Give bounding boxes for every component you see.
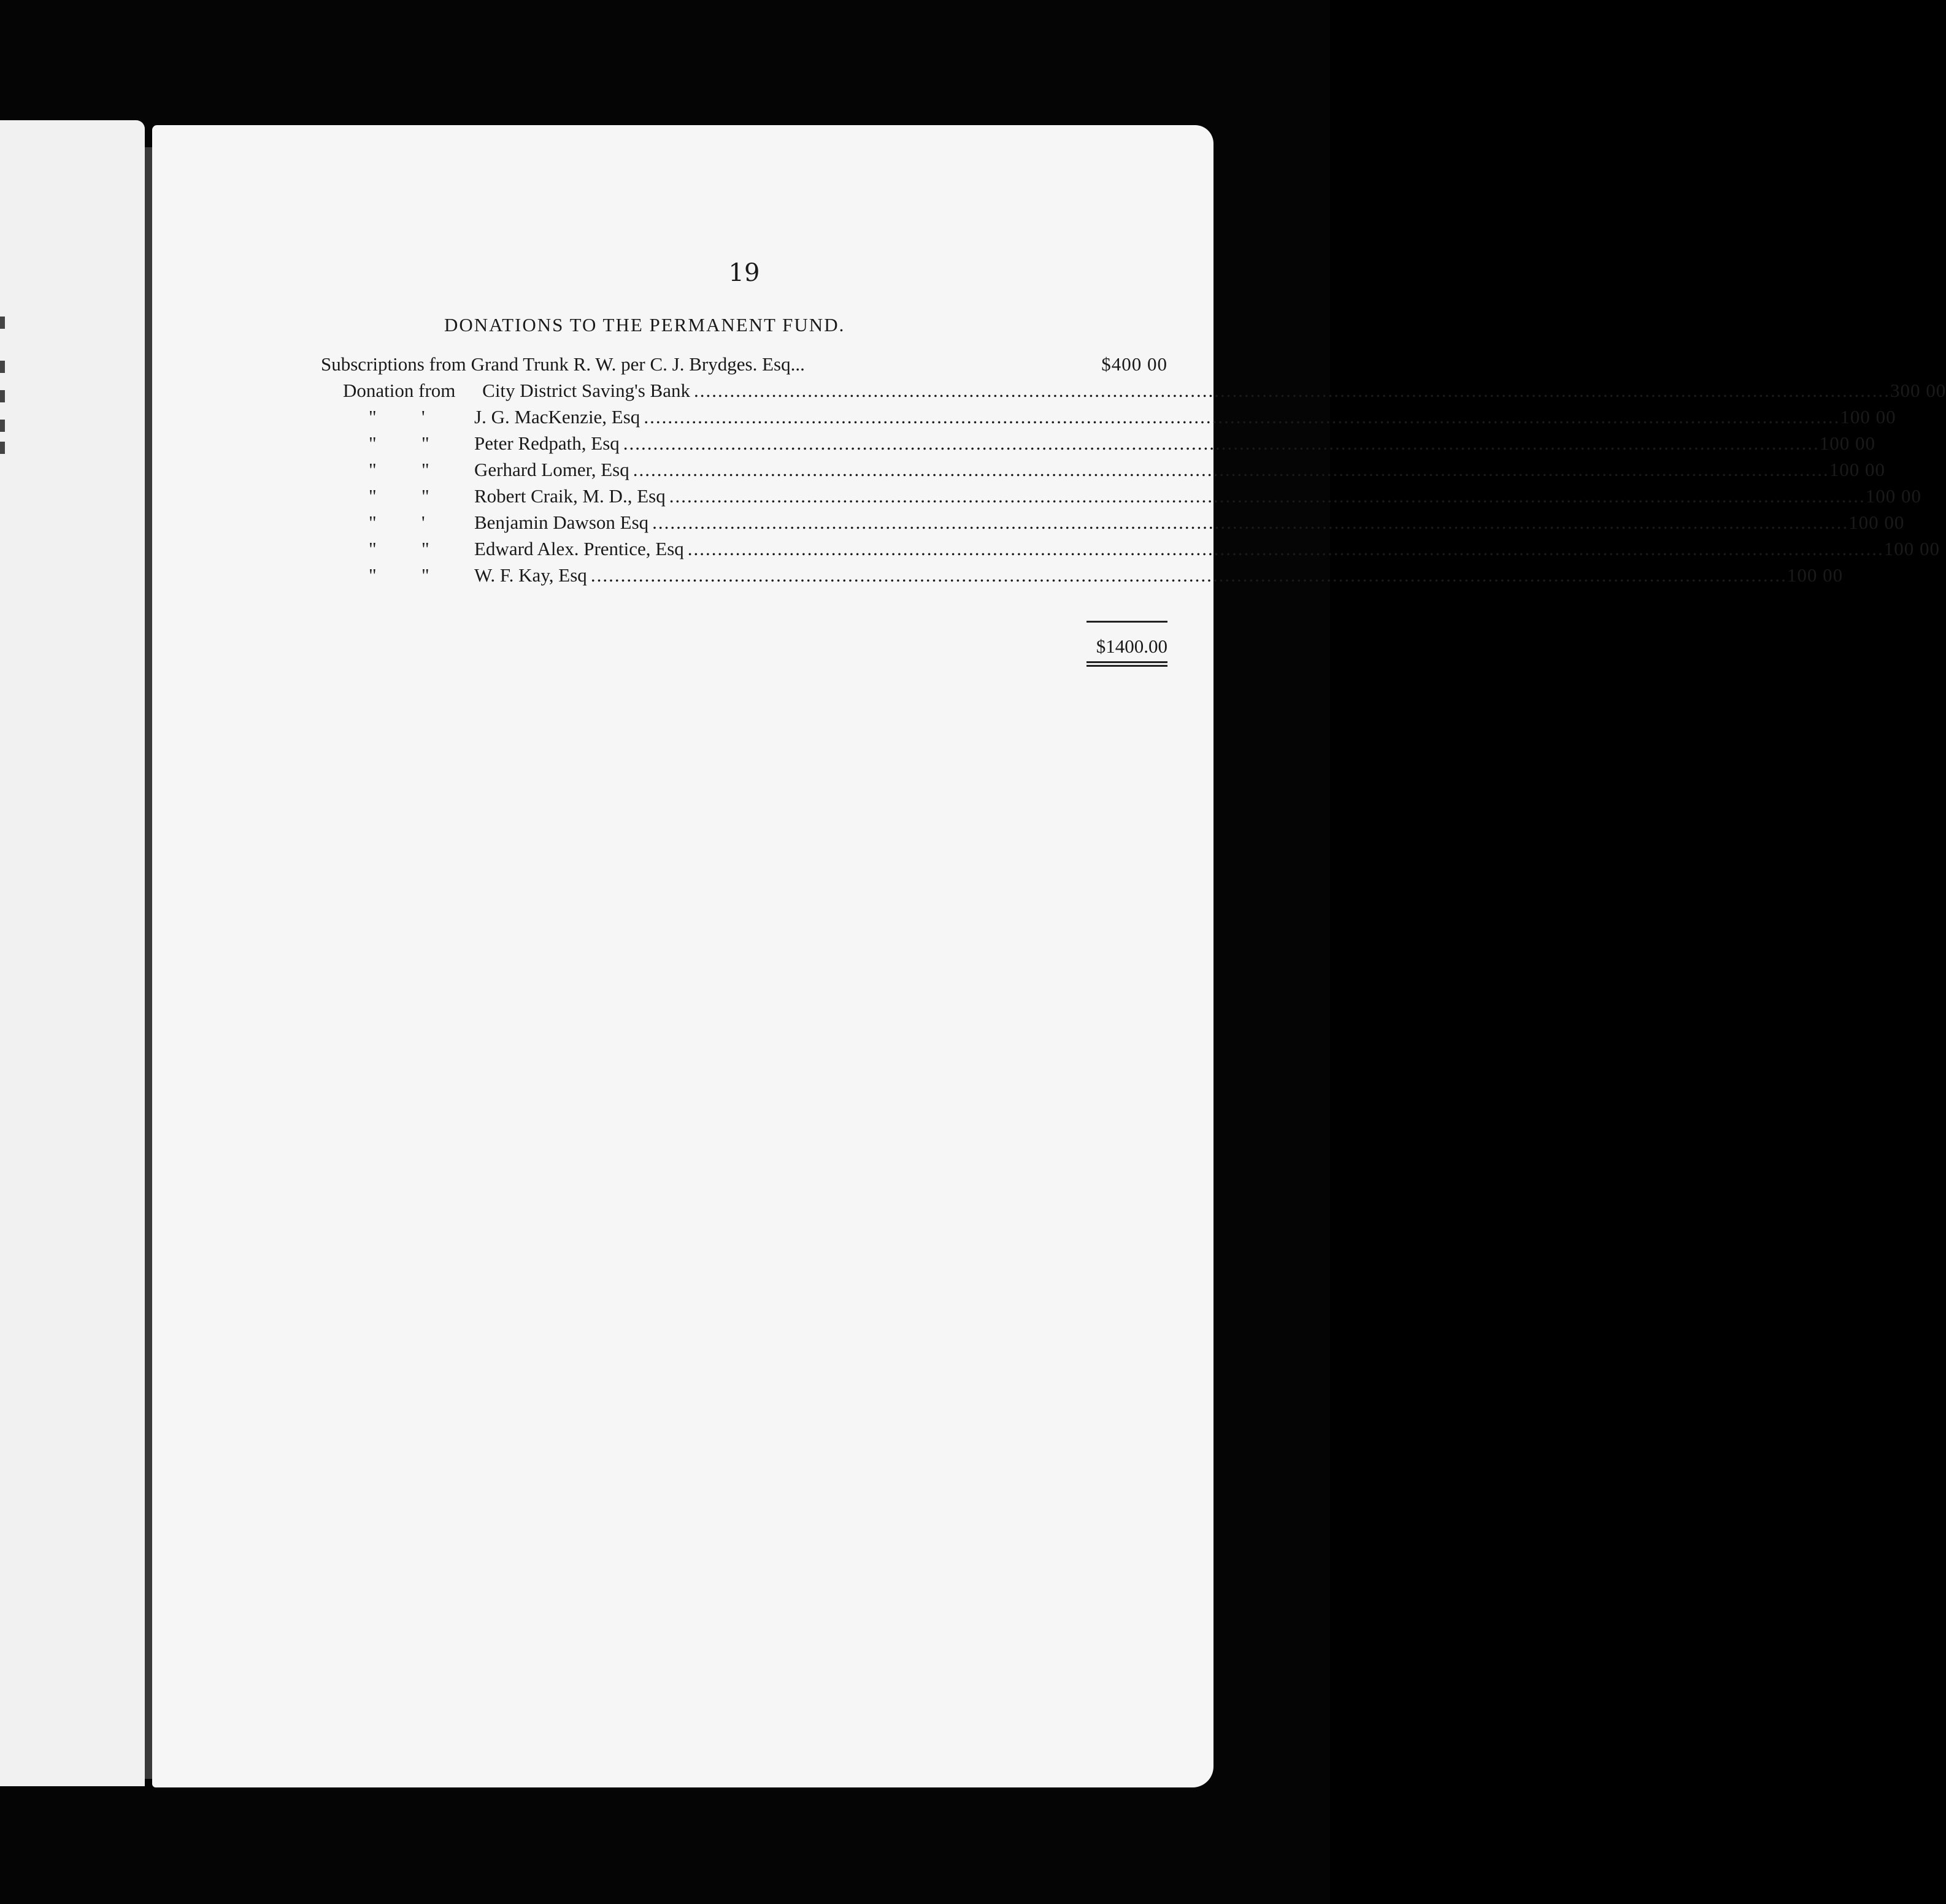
ditto-mark: ' (421, 512, 425, 533)
ledger-row-description (321, 512, 1848, 534)
donation-amount: 300 00 (1890, 380, 1946, 401)
ledger-row-description (321, 406, 1840, 428)
ditto-mark: " (421, 432, 429, 454)
ditto-mark: ' (421, 406, 425, 428)
ditto-mark: " (369, 406, 377, 428)
page-edge-mark (0, 390, 5, 402)
ditto-mark: " (369, 538, 377, 559)
ditto-mark: " (421, 564, 429, 586)
ledger-row-description (321, 432, 1820, 455)
facing-page-edge (0, 120, 145, 1786)
page-edge-mark (0, 317, 5, 329)
ledger-row-description (321, 485, 1866, 507)
ditto-mark: " (369, 485, 377, 507)
donation-amount: 100 00 (1819, 432, 1876, 454)
donor-name: Gerhard Lomer, Esq (474, 459, 629, 480)
donations-ledger (321, 353, 1946, 657)
page-edge-mark (0, 420, 5, 432)
ledger-row (321, 353, 1167, 380)
donor-name: W. F. Kay, Esq (474, 564, 587, 586)
ledger-row (321, 459, 1885, 485)
page-number: 19 (728, 259, 760, 287)
ledger-row (321, 406, 1896, 432)
ditto-mark: " (421, 538, 429, 559)
page-edge-mark (0, 361, 5, 373)
dot-leader: ........................................................................................................................................................................................................ (687, 538, 1884, 559)
donor-name: Robert Craik, M. D., Esq (474, 485, 666, 507)
dot-leader: ........................................................................................................................................................................................................ (633, 459, 1829, 480)
ledger-row-description (321, 564, 1787, 586)
ditto-mark: " (421, 459, 429, 480)
donor-name: J. G. MacKenzie, Esq (474, 406, 640, 428)
ledger-row (321, 432, 1876, 459)
ledger-row (321, 512, 1905, 538)
donation-amount: 100 00 (1786, 564, 1844, 586)
ledger-row (321, 380, 1946, 406)
dot-leader: ........................................................................................................................................................................................................ (652, 512, 1849, 533)
donation-amount: 100 00 (1865, 485, 1921, 507)
donation-amount: 100 00 (1829, 459, 1885, 480)
total-amount: $1400.00 (1096, 635, 1167, 657)
ditto-mark: " (369, 564, 377, 586)
page-edge-mark (0, 442, 5, 454)
ledger-row (321, 538, 1940, 564)
donation-amount: 100 00 (1848, 512, 1905, 533)
ditto-mark: " (369, 459, 377, 480)
dot-leader: ........................................................................................................................................................................................................ (623, 432, 1820, 454)
ditto-mark: " (421, 485, 429, 507)
dot-leader: ........................................................................................................................................................................................................ (644, 406, 1840, 428)
row-prefix: Subscriptions from (321, 353, 466, 375)
donation-amount: $400 00 (1101, 353, 1167, 375)
ledger-row (321, 485, 1921, 512)
donor-name: Grand Trunk R. W. per C. J. Brydges. Esq... (471, 353, 805, 375)
donor-name: Peter Redpath, Esq (474, 432, 620, 454)
donation-amount: 100 00 (1840, 406, 1896, 428)
donor-name: Benjamin Dawson Esq (474, 512, 649, 533)
ditto-mark: " (369, 432, 377, 454)
row-prefix: Donation from (343, 380, 456, 401)
ledger-row-description (321, 538, 1884, 560)
ledger-row (321, 564, 1844, 591)
total-rule-double (1086, 661, 1167, 663)
page-heading: DONATIONS TO THE PERMANENT FUND. (444, 314, 845, 336)
document-page (152, 125, 1946, 1787)
dot-leader: ........................................................................................................................................................................................................ (693, 380, 1890, 401)
ditto-mark: " (369, 512, 377, 533)
ledger-row-description (321, 380, 1890, 402)
dot-leader: ........................................................................................................................................................................................................ (669, 485, 1866, 507)
donation-amount: 100 00 (1883, 538, 1940, 559)
donor-name: City District Saving's Bank (482, 380, 690, 401)
ledger-row-description (321, 459, 1829, 481)
total-rule-double (1086, 665, 1167, 667)
donor-name: Edward Alex. Prentice, Esq (474, 538, 684, 559)
dot-leader: ........................................................................................................................................................................................................ (590, 564, 1787, 586)
total-rule-top (1086, 621, 1167, 623)
ledger-row-description (321, 353, 1088, 375)
